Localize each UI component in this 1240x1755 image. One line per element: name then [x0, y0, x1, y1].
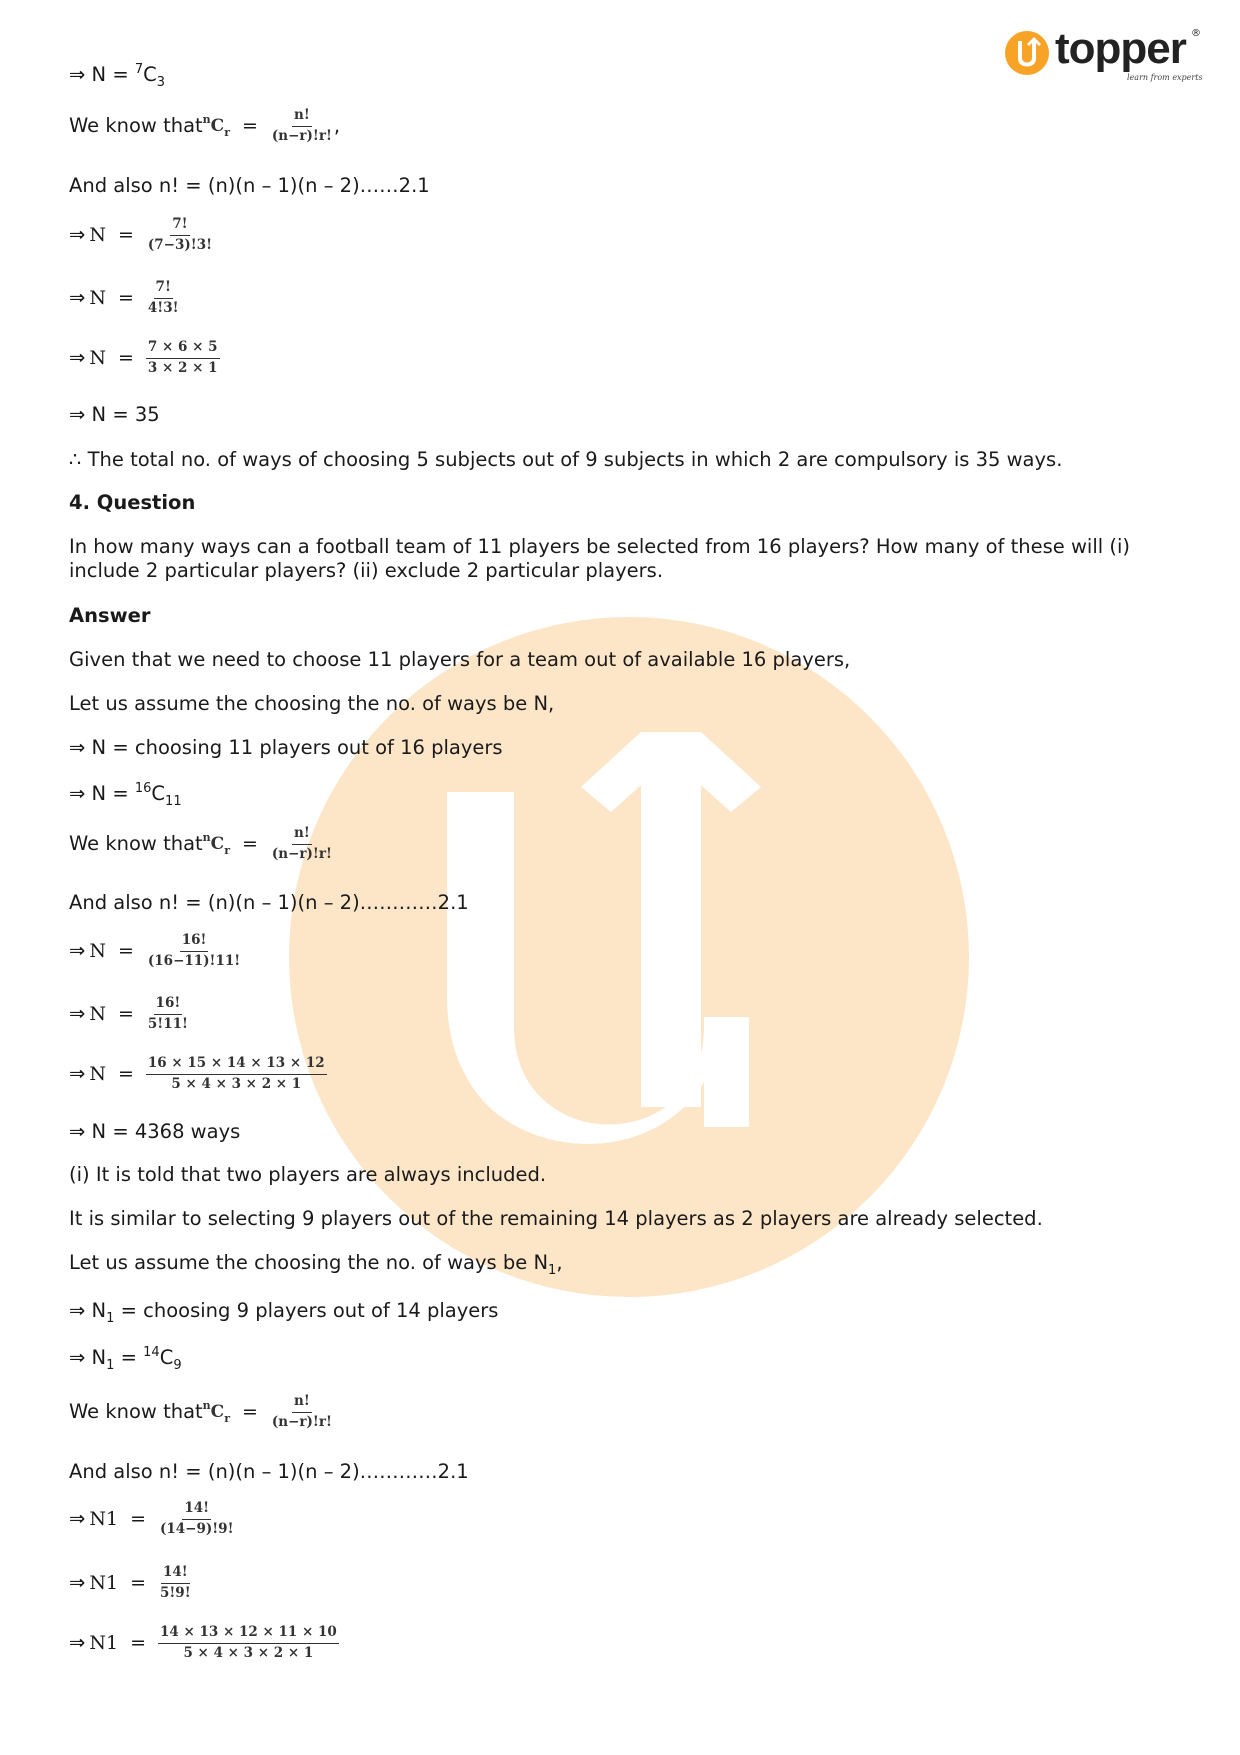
eq-n1-14c9: ⇒ $N_1 = ^{14}C_9$ [69, 1345, 182, 1373]
eq-step-4: ⇒ N = $\frac{16!}{(16-11)!11!}$ [69, 932, 241, 969]
question-heading: 4. Question [69, 491, 196, 514]
result-4368: ⇒ N = 4368 ways [69, 1120, 241, 1143]
question-text: In how many ways can a football team of 11 players be selected from 16 players? How many of these will (i) include 2 particular players? (ii) exclude 2 particular players. [69, 535, 1130, 583]
answer-line-3: ⇒ N = choosing 11 players out of 16 players [69, 736, 503, 759]
answer-line-2: Let us assume the choosing the no. of ways be N, [69, 692, 555, 715]
ncr-formula-3: We know that $^nC_r$ = $\frac{n!}{(n-r)!r!}$ [69, 1393, 332, 1430]
factorial-definition: And also n! = (n)(n – 1)(n – 2)……2.1 [69, 174, 430, 197]
ncr-formula: We know that $^nC_r$ = $\frac{n!}{(n-r)!r!}$ , [69, 107, 341, 144]
eq-step-2: ⇒ N = $\frac{7!}{4!3!}$ [69, 279, 179, 316]
eq-step-9: ⇒ N 1 = $\frac{14 \times 13 \times 12 \times 11 \times 10}{5 \times 4 \times 3 \times 2 \times 1}$ [69, 1624, 337, 1661]
utopper-logo [1005, 26, 1205, 88]
n1-choosing: ⇒ $N_1$ = choosing 9 players out of 14 players [69, 1299, 499, 1326]
eq-step-8: ⇒ N 1 = $\frac{14!}{5!9!}$ [69, 1564, 191, 1601]
answer-heading: Answer [69, 604, 151, 627]
utopper-watermark [289, 617, 969, 1297]
part-i-explanation: It is similar to selecting 9 players out of the remaining 14 players as 2 players are already selected. [69, 1207, 1043, 1230]
answer-line-1: Given that we need to choose 11 players for a team out of available 16 players, [69, 648, 851, 671]
conclusion: ∴ The total no. of ways of choosing 5 subjects out of 9 subjects in which 2 are compulsory is 35 ways. [69, 448, 1063, 471]
ncr-formula-2: We know that $^nC_r$ = $\frac{n!}{(n-r)!r!}$ [69, 825, 332, 862]
factorial-definition-2: And also n! = (n)(n – 1)(n – 2)…………2.1 [69, 891, 469, 914]
eq-n-7c3: ⇒ $N = ^7C_3$ [69, 62, 166, 90]
logo-tagline: learn from experts [1127, 73, 1203, 82]
part-i-statement: (i) It is told that two players are always included. [69, 1163, 547, 1186]
result-35: ⇒ N = 35 [69, 403, 160, 426]
factorial-definition-3: And also n! = (n)(n – 1)(n – 2)…………2.1 [69, 1460, 469, 1483]
registered-mark: ® [1191, 28, 1201, 39]
eq-step-7: ⇒ N 1 = $\frac{14!}{(14-9)!9!}$ [69, 1500, 234, 1537]
eq-n-16c11: ⇒ $N = ^{16}C_{11}$ [69, 781, 182, 809]
assume-n1: Let us assume the choosing the no. of ways be $N_1$, [69, 1251, 563, 1278]
logo-text: topper [1055, 24, 1186, 73]
eq-step-1: ⇒ N = $\frac{7!}{(7-3)!3!}$ [69, 216, 213, 253]
eq-step-5: ⇒ N = $\frac{16!}{5!11!}$ [69, 995, 188, 1032]
eq-step-6: ⇒ N = $\frac{16 \times 15 \times 14 \times 13 \times 12}{5 \times 4 \times 3 \times 2 \times 1}$ [69, 1055, 325, 1092]
eq-step-3: ⇒ N = $\frac{7 \times 6 \times 5}{3 \times 2 \times 1}$ [69, 339, 218, 376]
